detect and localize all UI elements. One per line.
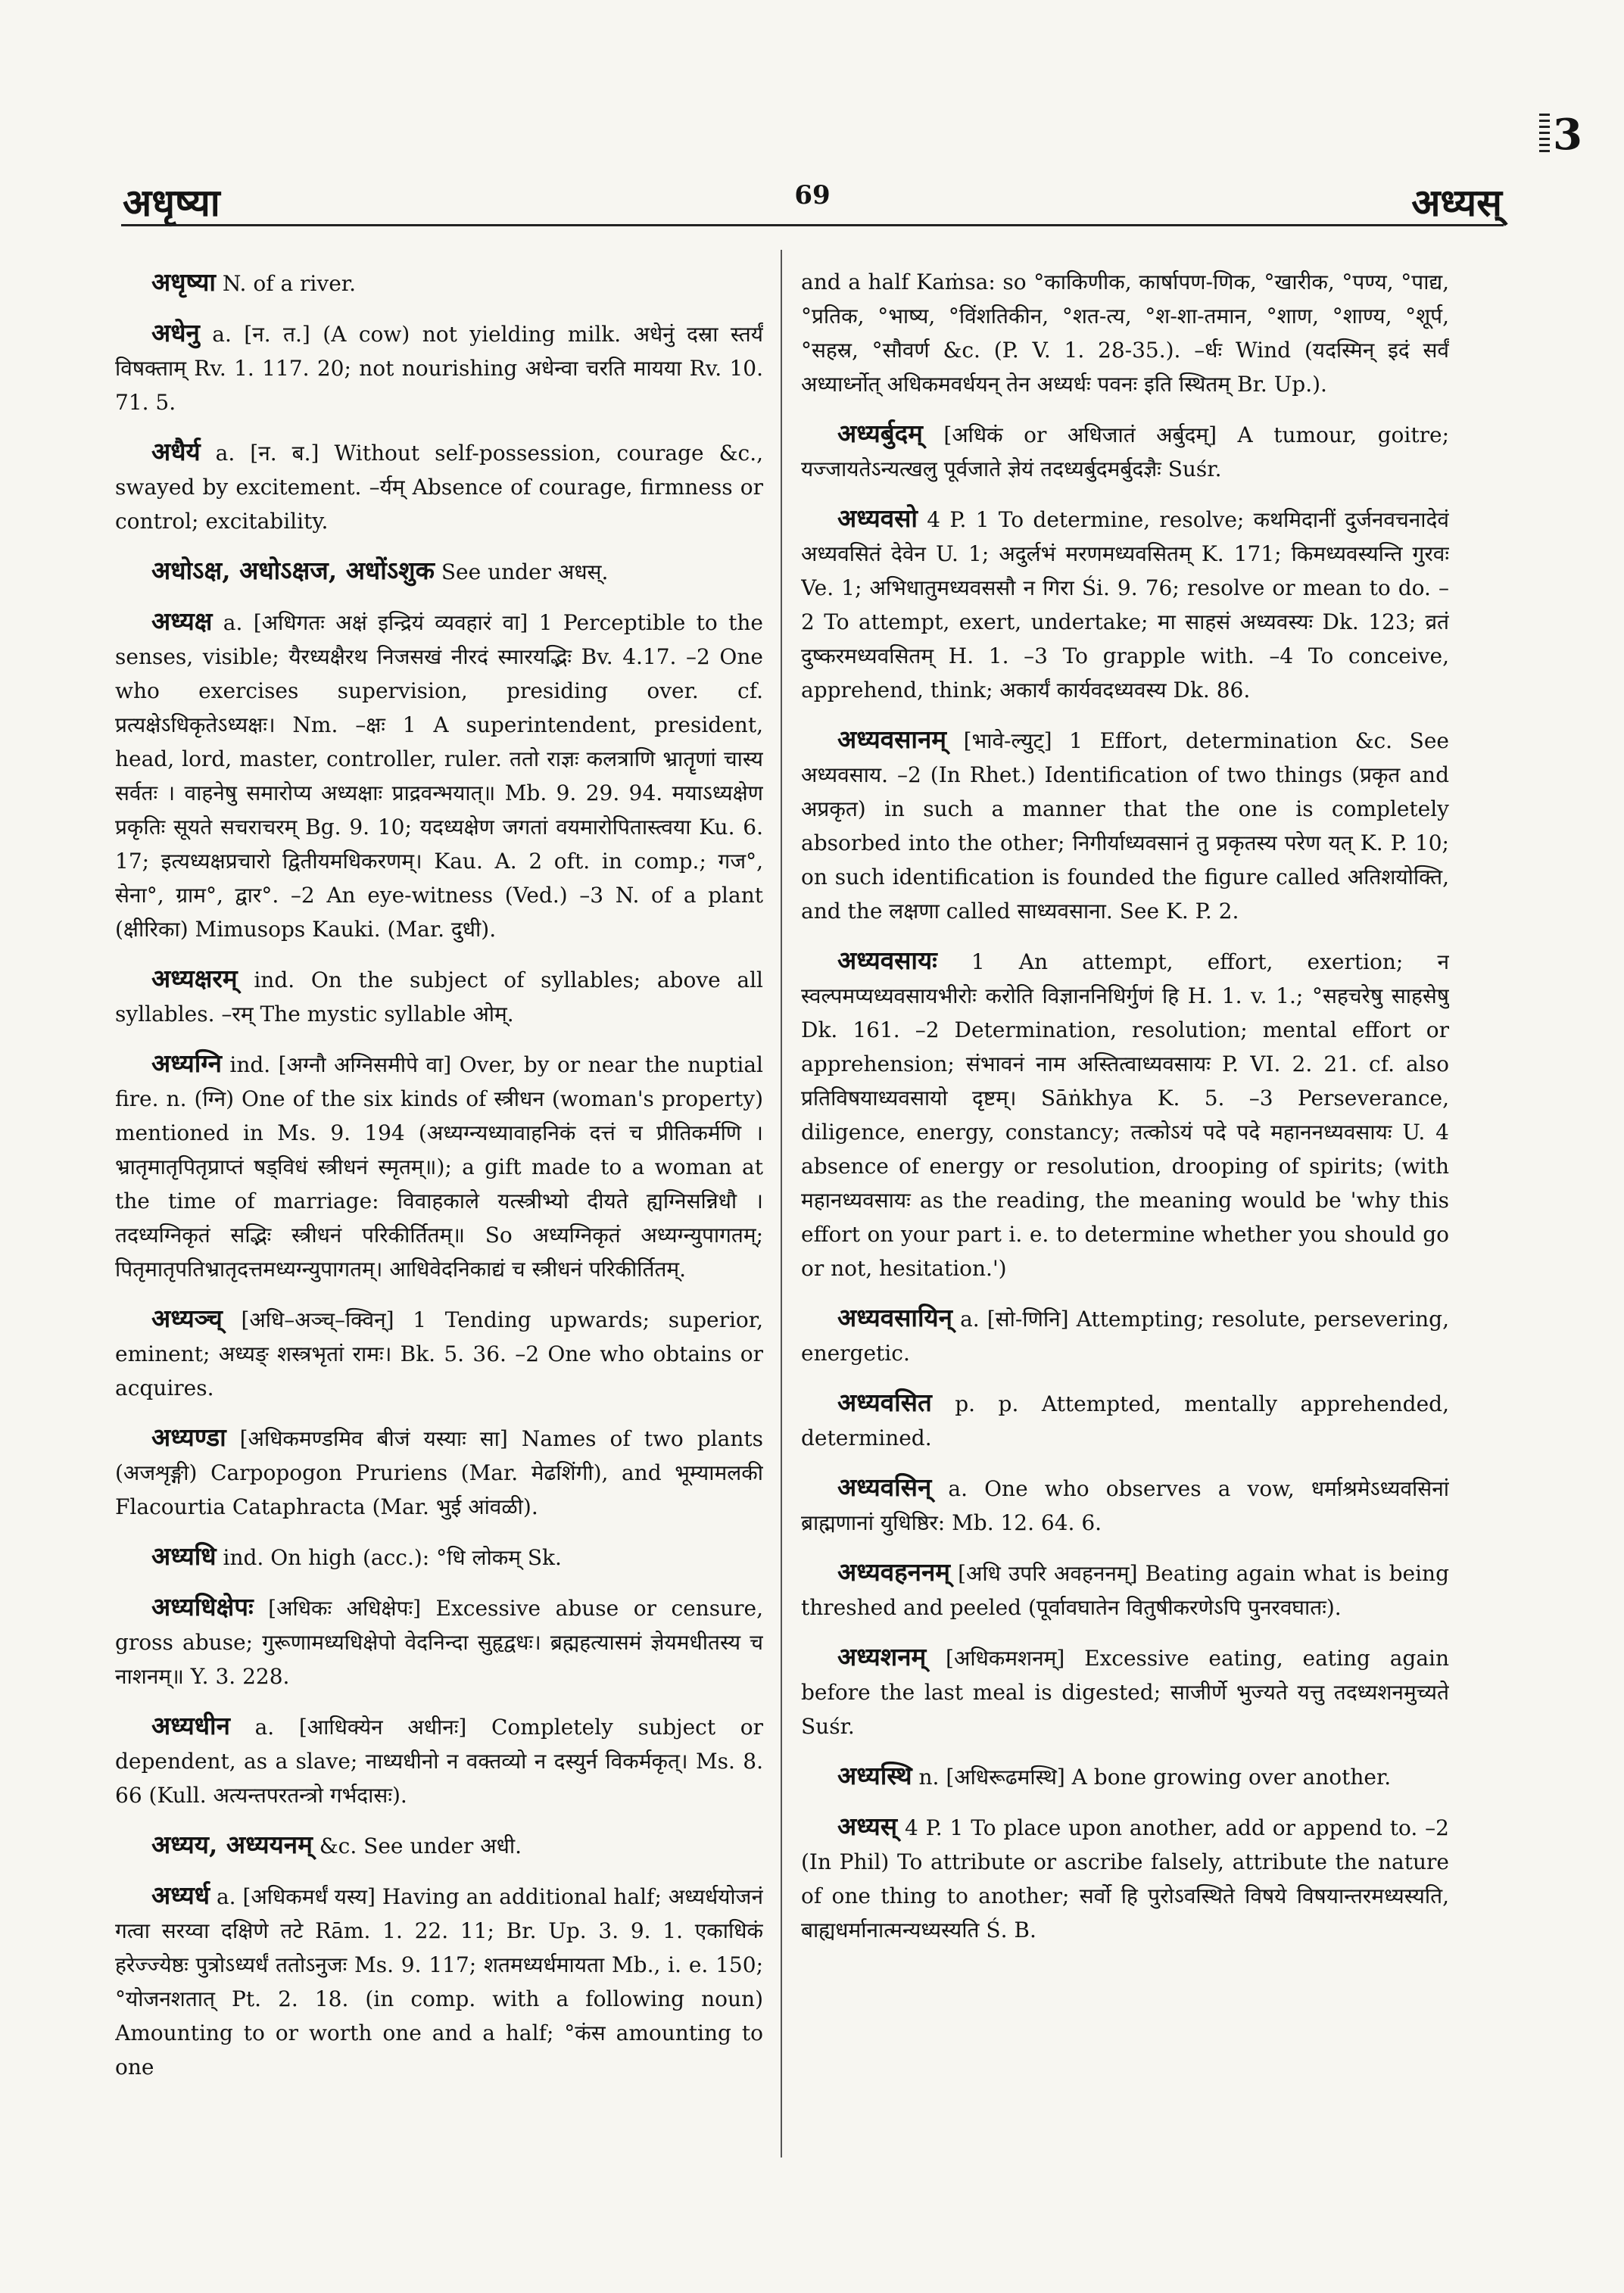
entry-definition: a. [न. ब.] Without self-possession, courage &c., swayed by excitement. –र्यम् Absence of courage, firmness or control; excitability.	[115, 441, 763, 534]
entry-headword: अध्यवसित	[837, 1388, 932, 1417]
entry-headword: अध्यवसिन्	[837, 1472, 932, 1502]
entry-headword: अधोऽक्ष, अधोऽक्षज, अधोंऽशुक	[151, 556, 435, 585]
dictionary-entry	[115, 265, 763, 301]
entry-definition: 1 An attempt, effort, exertion; न स्वल्पमप्यध्यवसायभीरोः करोति विज्ञाननिधिर्गुणं हि H. 1. v. 1.; °सहचरेषु साहसेषु Dk. 161. –2 Determination, resolution; mental effort or apprehension; संभावनं नाम अस्तित्वाध्यवसायः P. VI. 2. 21. cf. also प्रतिविषयाध्यवसायो दृष्टम्। Sāṅkhya K. 5. –3 Perseverance, diligence, energy, constancy; तत्कोऽयं पदे पदे महाननध्यवसायः U. 4 absence of energy or resolution, drooping of spirits; (with महानध्यवसायः as the reading, the meaning would be 'why this effort on your part i. e. to determine whether you should go or not, hesitation.')	[801, 949, 1449, 1281]
dictionary-entry	[115, 316, 763, 419]
guide-word-right: अध्यस्	[1411, 180, 1502, 225]
entry-headword: अध्यस्	[837, 1812, 898, 1841]
dictionary-entry	[115, 1420, 763, 1524]
entry-definition: [अधि–अञ्च्–क्विन्] 1 Tending upwards; superior, eminent; अध्यङ् शस्त्रभृतां रामः। Bk. 5. 36. –2 One who obtains or acquires.	[115, 1307, 763, 1400]
dictionary-entry	[801, 1385, 1449, 1455]
entry-headword: अध्यवसायिन्	[837, 1303, 952, 1332]
dictionary-entry	[801, 501, 1449, 707]
entry-headword: अध्यक्ष	[151, 606, 213, 636]
entry-headword: अध्यग्नि	[151, 1048, 222, 1078]
entry-headword: अध्यवहननम्	[837, 1557, 950, 1587]
entry-definition: [अधि उपरि अवहननम्] Beating again what is being threshed and peeled (पूर्वावघातेन वितुषीकरणेऽपि पुनरवघातः).	[801, 1561, 1449, 1620]
entry-definition: a. [आधिक्येन अधीनः] Completely subject or dependent, as a slave; नाध्यधीनो न वक्तव्यो न दस्युर्न विकर्मकृत्। Ms. 8. 66 (Kull. अत्यन्तपरतन्त्रो गर्भदासः).	[115, 1715, 763, 1808]
dictionary-entry	[115, 961, 763, 1031]
entry-headword: अध्यस्थि	[837, 1761, 912, 1790]
dictionary-entry	[801, 265, 1449, 401]
guide-word-left: अधृष्या	[123, 180, 220, 225]
entry-definition: [भावे-ल्युट्] 1 Effort, determination &c. See अध्यवसाय. –2 (In Rhet.) Identification of two things (प्रकृत and अप्रकृत) in such a manner that the one is completely absorbed into the other; निगीर्याध्यवसानं तु प्रकृतस्य परेण यत् K. P. 10; on such identification is founded the figure called अतिशयोक्ति, and the लक्षणा called साध्यवसाना. See K. P. 2.	[801, 728, 1449, 924]
dictionary-entry	[115, 1878, 763, 2084]
dictionary-entry	[801, 416, 1449, 486]
corner-page-mark: 3	[1539, 114, 1582, 156]
dictionary-entry	[801, 1759, 1449, 1794]
left-column	[115, 265, 763, 2263]
entry-definition: n. [अधिरूढमस्थि] A bone growing over another.	[912, 1765, 1392, 1790]
entry-definition: a. [अधिकमर्धं यस्य] Having an additional half; अध्यर्धयोजनं गत्वा सरय्वा दक्षिणे तटे Rām. 1. 22. 11; Br. Up. 3. 9. 1. एकाधिकं हरेज्ज्येष्ठः पुत्रोऽध्यर्धं ततोऽनुजः Ms. 9. 117; शतमध्यर्धमायता Mb., i. e. 150; °योजनशतात् Pt. 2. 18. (in comp. with a following noun) Amounting to or worth one and a half; °कंस amounting to one	[115, 1884, 763, 2080]
entry-definition: 4 P. 1 To place upon another, add or append to. –2 (In Phil) To attribute or ascribe falsely, attribute the nature of one thing to another; सर्वो हि पुरोऽवस्थिते विषये विषयान्तरमध्यस्यति, बाह्यधर्मानात्मन्यध्यस्यति Ś. B.	[801, 1815, 1449, 1943]
entry-headword: अधृष्या	[151, 267, 216, 297]
dictionary-entry	[115, 553, 763, 589]
entry-definition: a. [सो-णिनि] Attempting; resolute, persevering, energetic.	[801, 1307, 1449, 1366]
entry-definition: See under अधस्.	[434, 559, 609, 584]
dictionary-entry	[801, 943, 1449, 1285]
entry-definition: and a half Kaṁsa: so °काकिणीक, कार्षापण-णिक, °खारीक, °पण्य, °पाद्य, °प्रतिक, °भाष्य, °विंशतिकीन, °शत-त्य, °श-शा-तमान, °शाण, °शाण्य, °शूर्प, °सहस्र, °सौवर्ण &c. (P. V. 1. 28-35.). –र्धः Wind (यदस्मिन् इदं सर्वं अध्यार्ध्नोत् अधिकमवर्धयन् तेन अध्यर्धः पवनः इति स्थितम् Br. Up.).	[801, 269, 1449, 397]
entry-definition: ind. On high (acc.): °धि लोकम् Sk.	[216, 1545, 562, 1570]
entry-headword: अध्यशनम्	[837, 1642, 927, 1671]
entry-headword: अध्यवसो	[837, 503, 918, 533]
entry-headword: अध्यर्बुदम्	[837, 419, 923, 448]
entry-definition: &c. See under अधी.	[312, 1833, 522, 1858]
entry-headword: अध्यर्ध	[151, 1880, 210, 1910]
dictionary-entry	[801, 1555, 1449, 1625]
entry-definition: [अधिकमशनम्] Excessive eating, eating again before the last meal is digested; साजीर्णे भुज्यते यत्तु तदध्यशनमुच्यते Suśr.	[801, 1646, 1449, 1739]
entry-headword: अधैर्य	[151, 437, 201, 466]
column-divider	[781, 250, 782, 2157]
entry-headword: अध्यधि	[151, 1541, 217, 1571]
entry-headword: अध्यधीन	[151, 1711, 230, 1740]
entry-definition: [अधिकं or अधिजातं अर्बुदम्] A tumour, goitre; यज्जायतेऽन्यत्खलु पूर्वजाते ज्ञेयं तदध्यर्बुदमर्बुदज्ञैः Suśr.	[801, 422, 1449, 481]
dictionary-entry	[801, 722, 1449, 928]
entry-definition: a. [न. त.] (A cow) not yielding milk. अधेनुं दस्रा स्तर्यं विषक्ताम् Rv. 1. 117. 20; not nourishing अधेन्वा चरति मायया Rv. 10. 71. 5.	[115, 322, 763, 415]
entry-definition: a. One who observes a vow, धर्माश्रमेऽध्यवसिनां ब्राह्मणानां युधिष्ठिर: Mb. 12. 64. 6.	[801, 1476, 1449, 1535]
entry-headword: अध्यवसानम्	[837, 724, 947, 754]
entry-definition: ind. [अग्नौ अग्निसमीपे वा] Over, by or near the nuptial fire. n. (ग्नि) One of the six kinds of स्त्रीधन (woman's property) mentioned in Ms. 9. 194 (अध्यग्न्यध्यावाहनिकं दत्तं च प्रीतिकर्मणि । भ्रातृमातृपितृप्राप्तं षड्विधं स्त्रीधनं स्मृतम्॥); a gift made to a woman at the time of marriage: विवाहकाले यत्स्त्रीभ्यो दीयते ह्यग्निसन्निधौ । तदध्यग्निकृतं सद्भिः स्त्रीधनं परिकीर्तितम्॥ So अध्यग्निकृतं अध्यग्न्युपागतम्; पितृमातृपतिभ्रातृदत्तमध्यग्न्युपागतम्। आधिवेदनिकाद्यं च स्त्रीधनं परिकीर्तितम्.	[115, 1052, 763, 1282]
dictionary-entry	[115, 1046, 763, 1286]
entry-headword: अध्यक्षरम्	[151, 964, 238, 993]
right-column	[801, 265, 1449, 2263]
entry-headword: अध्यण्डा	[151, 1422, 226, 1452]
entry-definition: 4 P. 1 To determine, resolve; कथमिदानीं दुर्जनवचनादेवं अध्यवसितं देवेन U. 1; अदुर्लभं मरणमध्यवसितम् K. 171; किमध्यवस्यन्ति गुरवः Ve. 1; अभिधातुमध्यवससौ न गिरा Śi. 9. 76; resolve or mean to do. –2 To attempt, exert, undertake; मा साहसं अध्यवस्यः Dk. 123; व्रतं दुष्करमध्यवसितम् H. 1. –3 To grapple with. –4 To conceive, apprehend, think; अकार्यं कार्यवदध्यवस्य Dk. 86.	[801, 507, 1449, 703]
entry-definition: a. [अधिगतः अक्षं इन्द्रियं व्यवहारं वा] 1 Perceptible to the senses, visible; यैरध्यक्षैरथ निजसखं नीरदं स्मारयद्भिः Bv. 4.17. –2 One who exercises supervision, presiding over. cf. प्रत्यक्षेऽधिकृतेऽध्यक्षः। Nm. –क्षः 1 A superintendent, president, head, lord, master, controller, ruler. ततो राज्ञः कलत्राणि भ्रातॄणां चास्य सर्वतः । वाहनेषु समारोप्य अध्यक्षाः प्राद्रवन्भयात्॥ Mb. 9. 29. 94. मयाऽध्यक्षेण प्रकृतिः सूयते सचराचरम् Bg. 9. 10; यदध्यक्षेण जगतां वयमारोपितास्त्वया Ku. 6. 17; इत्यध्यक्षप्रचारो द्वितीयमधिकरणम्। Kau. A. 2 oft. in comp.; गज°, सेना°, ग्राम°, द्वार°. –2 An eye-witness (Ved.) –3 N. of a plant (क्षीरिका) Mimusops Kauki. (Mar. दुधी).	[115, 610, 763, 942]
dictionary-entry	[115, 1827, 763, 1863]
entry-definition: ind. On the subject of syllables; above all syllables. –रम् The mystic syllable ओम्.	[115, 967, 763, 1027]
entry-headword: अध्यय, अध्ययनम्	[151, 1830, 313, 1859]
dictionary-entry	[115, 604, 763, 946]
dictionary-entry	[115, 1301, 763, 1405]
dictionary-entry	[115, 435, 763, 538]
dictionary-entry	[801, 1809, 1449, 1947]
entry-definition: [अधिकः अधिक्षेपः] Excessive abuse or censure, gross abuse; गुरूणामध्यधिक्षेपो वेदनिन्दा सुहृद्वधः। ब्रह्महत्यासमं ज्ञेयमधीतस्य च नाशनम्॥ Y. 3. 228.	[115, 1596, 763, 1689]
dictionary-entry	[115, 1590, 763, 1693]
header-rule	[121, 224, 1504, 226]
entry-definition: [अधिकमण्डमिव बीजं यस्याः सा] Names of two plants (अजशृङ्गी) Carpopogon Pruriens (Mar. मेढशिंगी), and भूम्यामलकी Flacourtia Cataphracta (Mar. भुई आंवळी).	[115, 1426, 763, 1519]
entry-headword: अध्यधिक्षेपः	[151, 1592, 254, 1622]
entry-headword: अधेनु	[151, 318, 200, 347]
entry-definition: N. of a river.	[215, 271, 356, 296]
entry-definition: p. p. Attempted, mentally apprehended, determined.	[801, 1391, 1449, 1450]
page-number: 69	[794, 180, 831, 210]
entry-headword: अध्यञ्च्	[151, 1304, 223, 1333]
dictionary-entry	[801, 1640, 1449, 1743]
dictionary-entry	[801, 1470, 1449, 1540]
page-header	[123, 176, 1502, 225]
dictionary-entry	[115, 1709, 763, 1812]
dictionary-entry	[115, 1539, 763, 1575]
dictionary-entry	[801, 1301, 1449, 1370]
entry-headword: अध्यवसायः	[837, 946, 937, 975]
